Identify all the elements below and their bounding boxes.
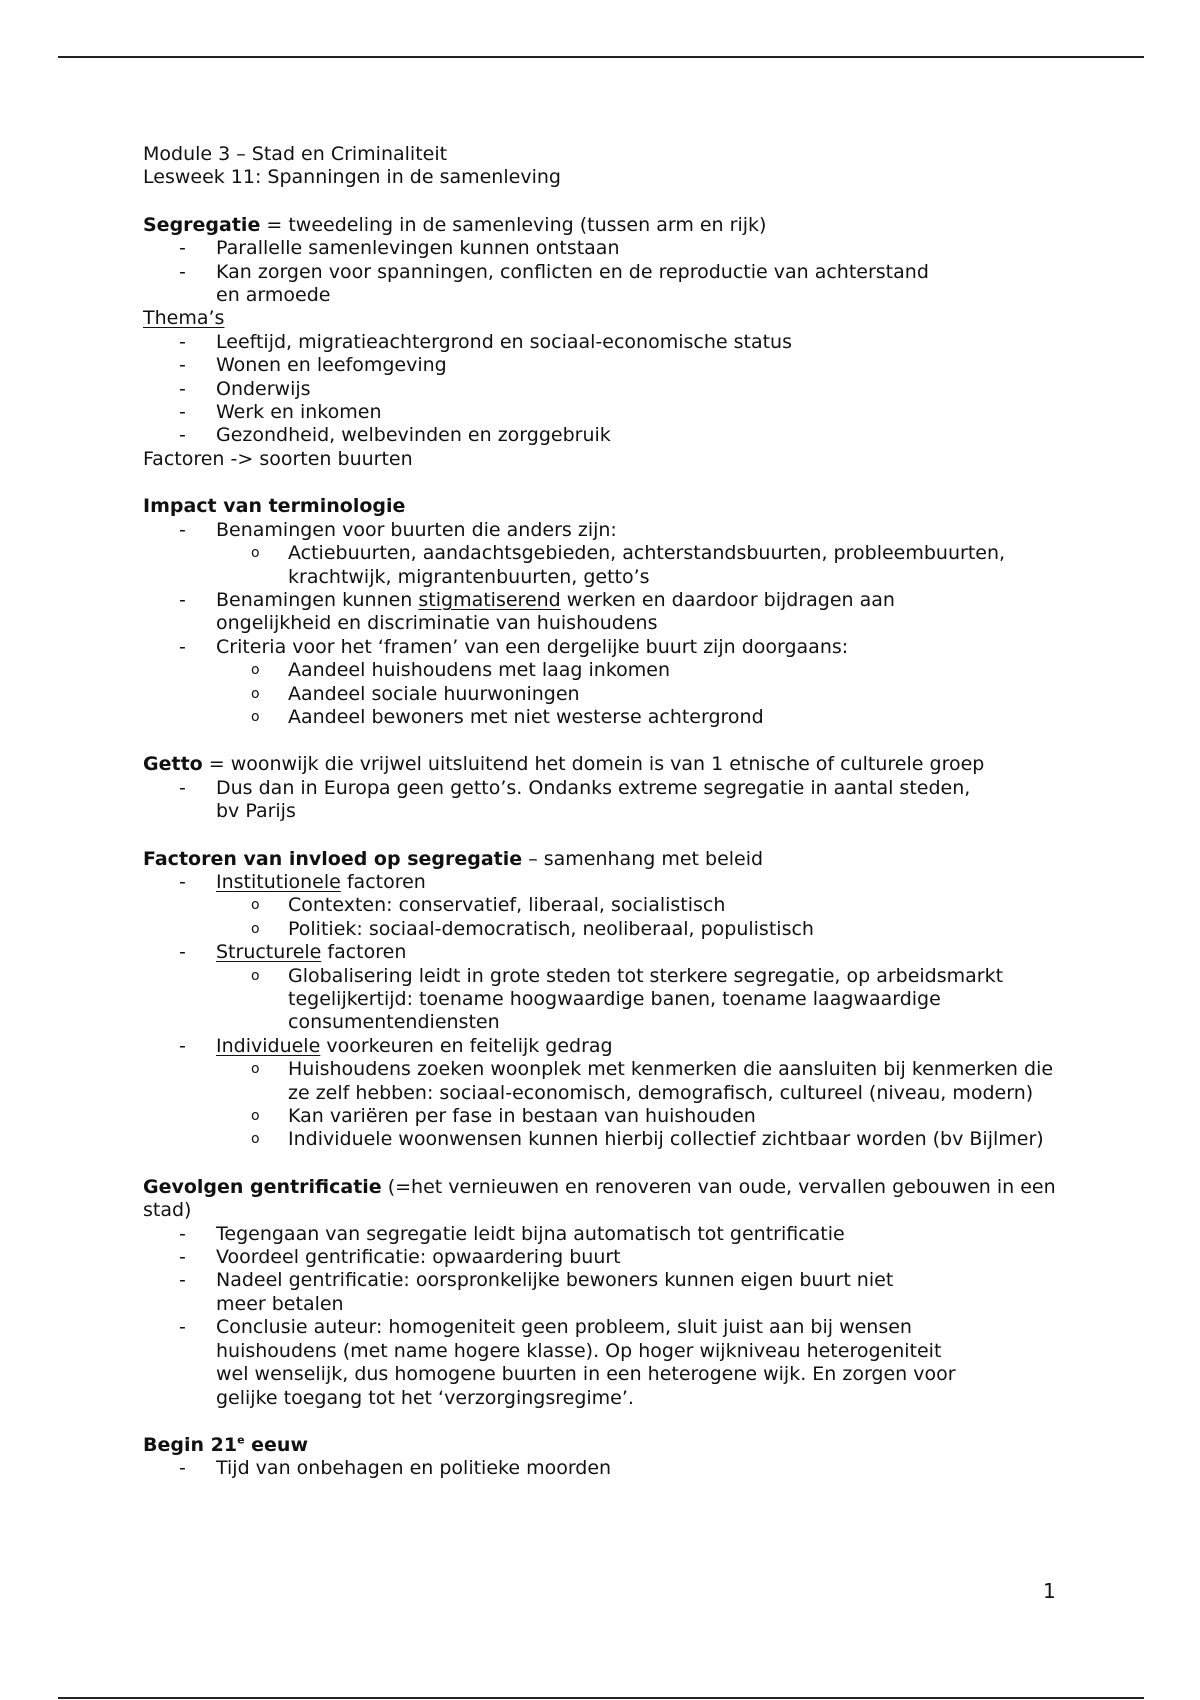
sub-list-item: o Aandeel huishoudens met laag inkomen [251,659,671,682]
segregatie-term: Segregatie [143,213,261,236]
themas-heading: Thema’s [143,307,225,330]
list-item: - Institutionele factoren [179,870,426,893]
sub-list-item: o Politiek: sociaal-democratisch, neoliberaal, populistisch [251,917,814,940]
document-body [143,143,1068,1481]
list-item: - Gezondheid, welbevinden en zorggebruik [179,424,611,447]
list-item: - Benamingen kunnen stigmatiserend werken en daardoor bijdragen aan ongelijkheid en discriminatie van huishoudens [179,588,895,635]
stigmatiserend-term: stigmatiserend [418,588,561,611]
sub-list-item: o Globalisering leidt in grote steden tot sterkere segregatie, op arbeidsmarkt tegelijkertijd: toename hoogwaardige banen, toename laagwaardige consumentendiensten [251,964,1004,1034]
list-item: - Leeftijd, migratieachtergrond en sociaal-economische status [179,330,792,353]
list-item: - Dus dan in Europa geen getto’s. Ondanks extreme segregatie in aantal steden, bv Parijs [179,776,971,823]
getto-definition: Getto = woonwijk die vrijwel uitsluitend het domein is van 1 etnische of culturele groep [143,753,985,776]
impact-heading: Impact van terminologie [143,495,406,518]
sub-list-item: o Actiebuurten, aandachtsgebieden, achterstandsbuurten, probleembuurten, krachtwijk, migrantenbuurten, getto’s [251,542,1006,588]
header-rule [58,56,1144,58]
list-item: - Onderwijs [179,377,311,400]
list-item: - Structurele factoren [179,941,407,964]
list-item: - Tijd van onbehagen en politieke moorden [179,1457,612,1480]
begin21-heading: Begin 21e eeuw [143,1433,309,1456]
list-item: - Wonen en leefomgeving [179,354,447,377]
sub-list-item: o Individuele woonwensen kunnen hierbij collectief zichtbaar worden (bv Bijlmer) [251,1128,1044,1151]
list-item: - Conclusie auteur: homogeniteit geen probleem, sluit juist aan bij wensen huishoudens (met name hogere klasse). Op hoger wijkniveau heterogeniteit wel wenselijk, dus homogene buurten in een heterogene wijk. En zorgen voor gelijke toegang tot het ‘verzorgingsregime’. [179,1316,956,1409]
list-item: - Kan zorgen voor spanningen, conflicten en de reproductie van achterstand en armoede [179,260,929,307]
sub-list-item: o Kan variëren per fase in bestaan van huishouden [251,1105,756,1128]
sub-list-item: o Aandeel sociale huurwoningen [251,682,580,705]
list-item: - Benamingen voor buurten die anders zijn: [179,518,617,541]
module-title: Module 3 – Stad en Criminaliteit [143,143,448,165]
sub-list-item: o Huishoudens zoeken woonplek met kenmerken die aansluiten bij kenmerken die ze zelf hebben: sociaal-economisch, demografisch, cultureel (niveau, modern) [251,1058,1054,1104]
page-number: 1 [1043,1579,1056,1603]
sub-list-item: o Contexten: conservatief, liberaal, socialistisch [251,894,726,917]
factoren-note: Factoren -> soorten buurten [143,447,413,470]
list-item: - Tegengaan van segregatie leidt bijna automatisch tot gentrificatie [179,1222,845,1245]
factoren-heading: Factoren van invloed op segregatie – samenhang met beleid [143,847,764,870]
list-item: - Werk en inkomen [179,401,382,424]
lesweek-title: Lesweek 11: Spanningen in de samenleving [143,166,561,189]
list-item: - Voordeel gentrificatie: opwaardering buurt [179,1246,621,1269]
footer-rule [58,1697,1144,1699]
segregatie-definition: Segregatie = tweedeling in de samenleving (tussen arm en rijk) [143,213,767,236]
list-item: - Nadeel gentrificatie: oorspronkelijke bewoners kunnen eigen buurt niet meer betalen [179,1269,894,1315]
sub-list-item: o Aandeel bewoners met niet westerse achtergrond [251,705,764,728]
list-item: - Criteria voor het ‘framen’ van een dergelijke buurt zijn doorgaans: [179,635,849,658]
list-item: - Parallelle samenlevingen kunnen ontstaan [179,237,620,260]
list-item: - Individuele voorkeuren en feitelijk gedrag [179,1034,613,1057]
gentrificatie-heading: Gevolgen gentrificatie (=het vernieuwen en renoveren van oude, vervallen gebouwen in een stad) [143,1175,1056,1222]
